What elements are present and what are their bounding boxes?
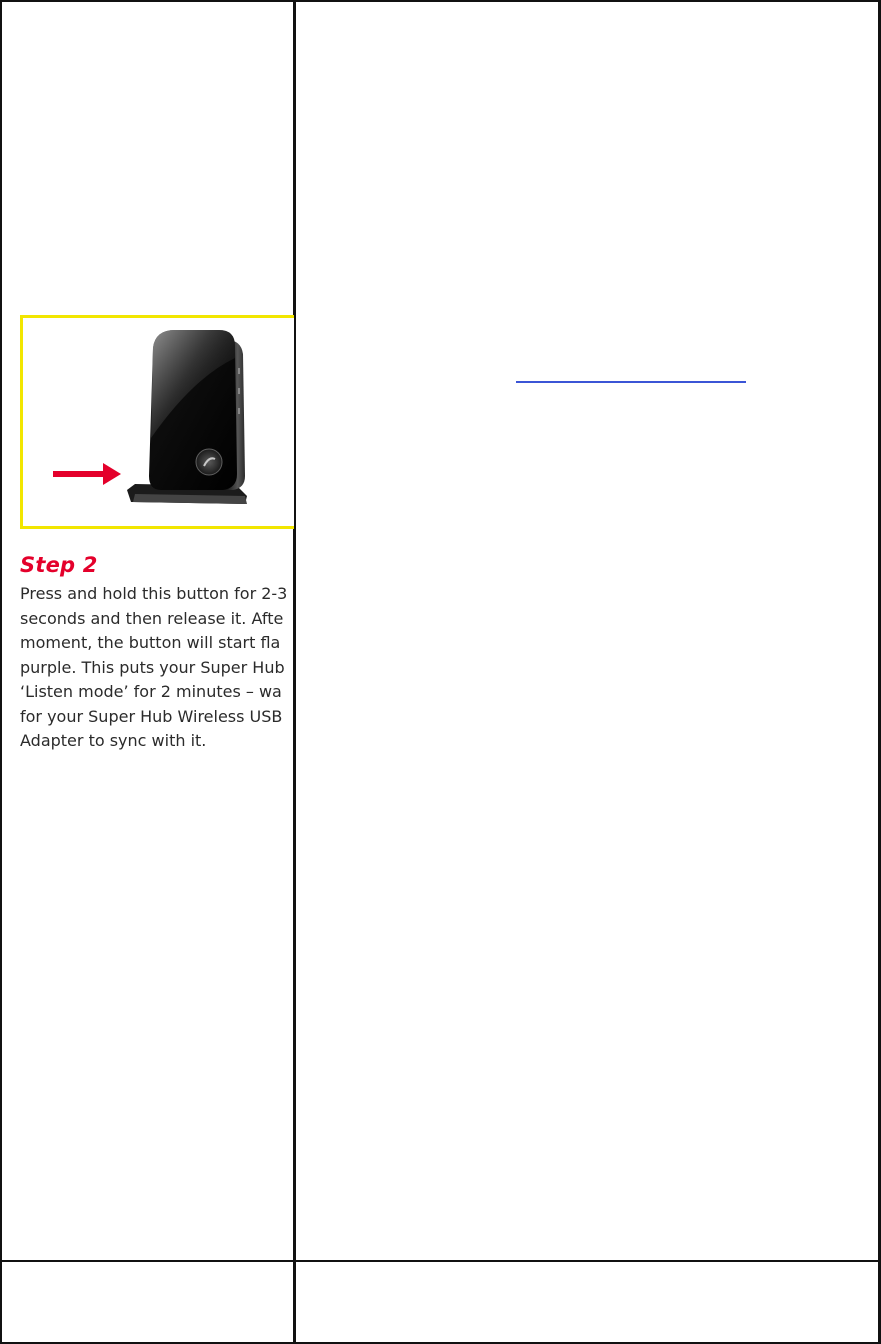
step-text-line: Adapter to sync with it. <box>20 731 207 750</box>
hyperlink-underline[interactable] <box>516 381 746 383</box>
red-arrow-icon <box>53 463 121 485</box>
router-image-frame <box>20 315 294 529</box>
step-heading: Step 2 <box>20 553 98 577</box>
step-text-line: moment, the button will start fla <box>20 633 281 652</box>
step-text-line: Press and hold this button for 2-3 <box>20 584 288 603</box>
router-with-arrow-image <box>23 318 294 532</box>
router-device <box>127 330 247 504</box>
left-content-cell <box>2 2 294 1260</box>
row-divider <box>0 1260 881 1262</box>
step-text-line: for your Super Hub Wireless USB <box>20 706 283 726</box>
step-text-line: purple. This puts your Super Hub <box>20 657 285 677</box>
bottom-right-cell <box>297 1263 877 1342</box>
step-instructions <box>20 582 294 754</box>
step-text-line: seconds and then release it. Afte <box>20 608 284 628</box>
right-content-cell <box>297 2 877 1260</box>
step-text-line: ‘Listen mode’ for 2 minutes – wa <box>20 682 282 701</box>
bottom-left-cell <box>2 1263 294 1342</box>
